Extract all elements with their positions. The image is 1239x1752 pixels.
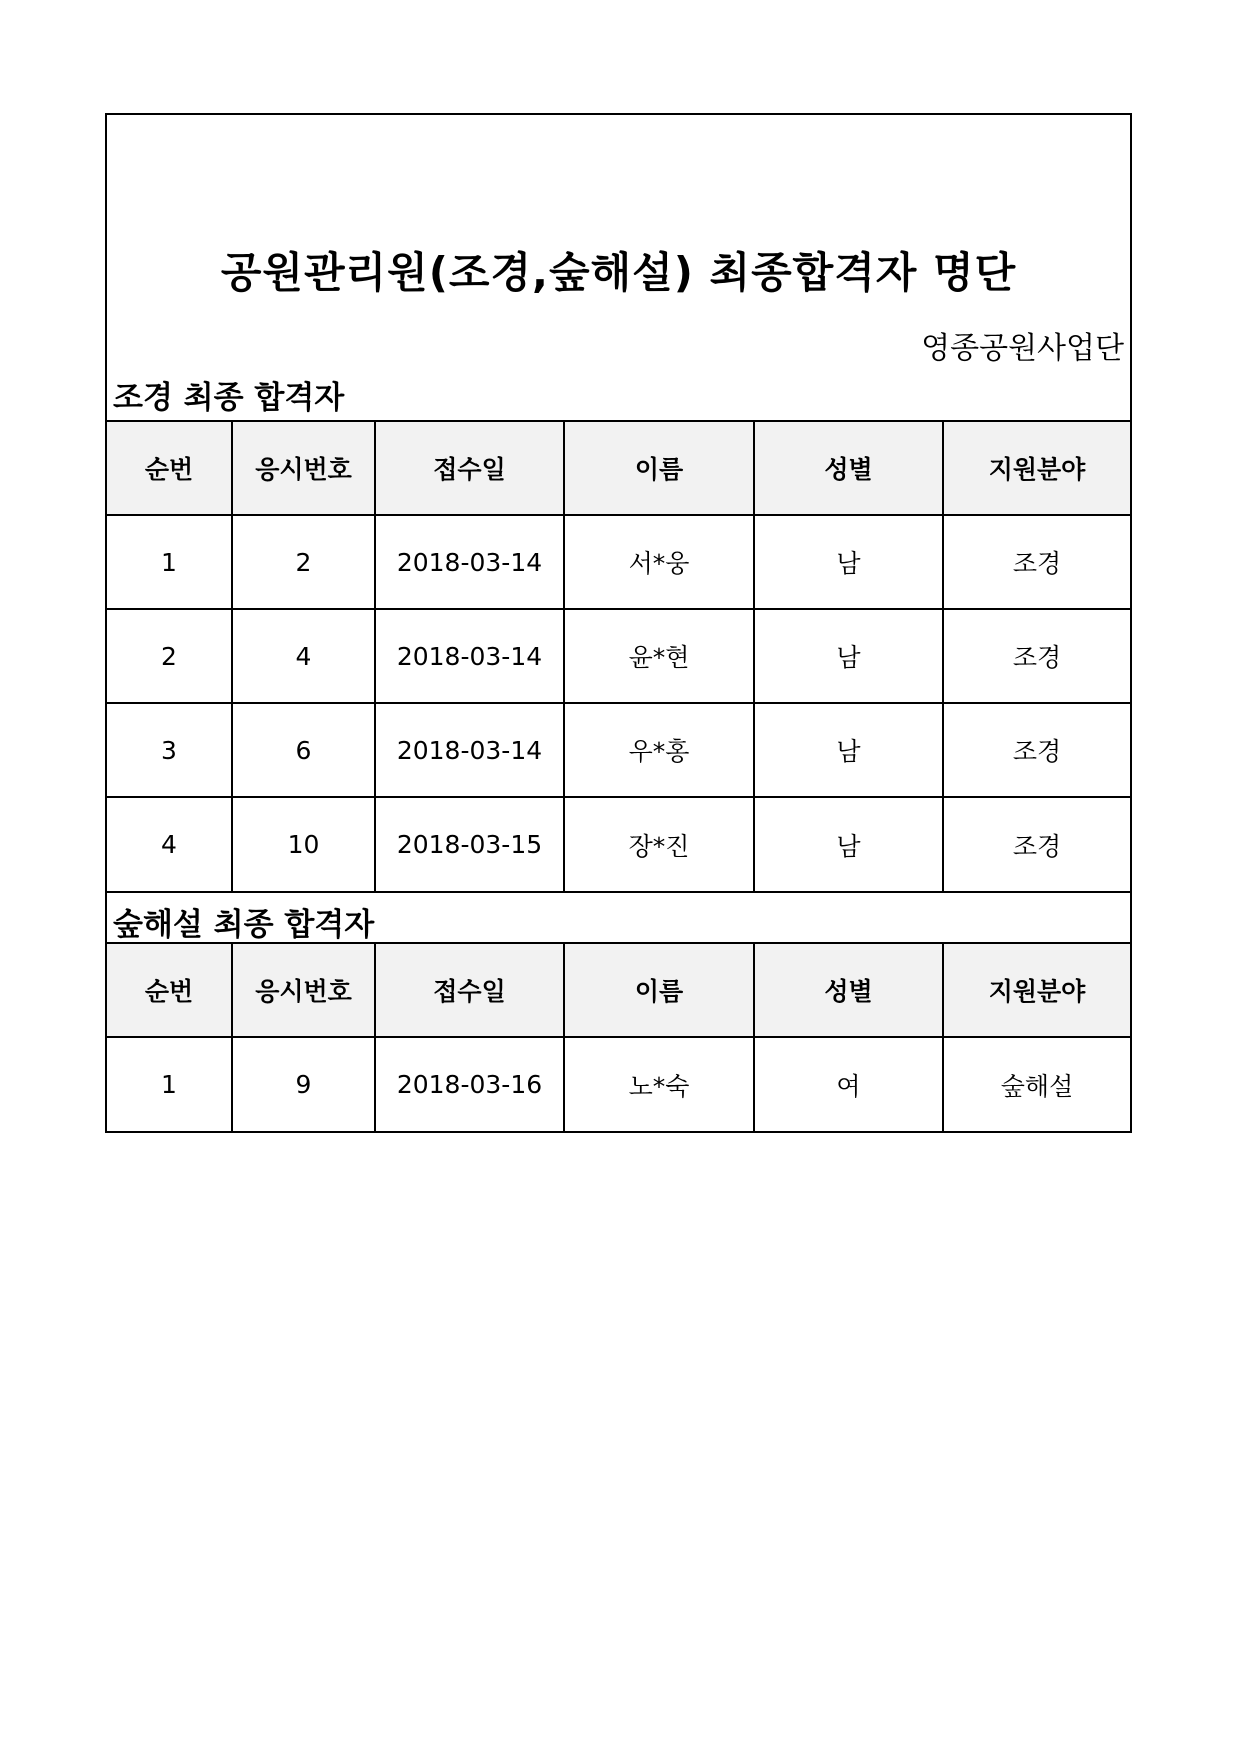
cell-gender: 여 <box>754 1037 943 1131</box>
cell-date: 2018-03-15 <box>375 797 564 891</box>
cell-date: 2018-03-14 <box>375 515 564 609</box>
cell-exam-number: 10 <box>232 797 375 891</box>
column-header-date: 접수일 <box>375 943 564 1037</box>
column-header-name: 이름 <box>564 421 754 515</box>
cell-exam-number: 2 <box>232 515 375 609</box>
cell-seq: 4 <box>107 797 232 891</box>
organization-name: 영종공원사업단 <box>921 331 1124 366</box>
cell-date: 2018-03-16 <box>375 1037 564 1131</box>
cell-gender: 남 <box>754 797 943 891</box>
column-header-seq: 순번 <box>107 421 232 515</box>
column-header-gender: 성별 <box>754 421 943 515</box>
cell-field: 조경 <box>943 609 1130 703</box>
cell-seq: 1 <box>107 1037 232 1131</box>
cell-seq: 2 <box>107 609 232 703</box>
cell-field: 조경 <box>943 515 1130 609</box>
cell-exam-number: 9 <box>232 1037 375 1131</box>
cell-seq: 1 <box>107 515 232 609</box>
section-bar-forest <box>107 891 1130 942</box>
column-header-name: 이름 <box>564 943 754 1037</box>
cell-date: 2018-03-14 <box>375 609 564 703</box>
table-row <box>107 797 1130 891</box>
cell-field: 숲해설 <box>943 1037 1130 1131</box>
table-row <box>107 609 1130 703</box>
cell-gender: 남 <box>754 703 943 797</box>
cell-name: 서*웅 <box>564 515 754 609</box>
cell-exam-number: 4 <box>232 609 375 703</box>
table-header-row <box>107 943 1130 1037</box>
cell-exam-number: 6 <box>232 703 375 797</box>
table-row <box>107 515 1130 609</box>
column-header-seq: 순번 <box>107 943 232 1037</box>
table-header-row <box>107 421 1130 515</box>
result-sheet <box>105 113 1132 1133</box>
cell-gender: 남 <box>754 609 943 703</box>
cell-field: 조경 <box>943 703 1130 797</box>
document-title: 공원관리원(조경,숲해설) 최종합격자 명단 <box>220 248 1017 297</box>
column-header-field: 지원분야 <box>943 943 1130 1037</box>
cell-gender: 남 <box>754 515 943 609</box>
cell-date: 2018-03-14 <box>375 703 564 797</box>
cell-name: 우*홍 <box>564 703 754 797</box>
cell-name: 노*숙 <box>564 1037 754 1131</box>
column-header-field: 지원분야 <box>943 421 1130 515</box>
section-heading-landscape: 조경 최종 합격자 <box>113 380 345 416</box>
table-row <box>107 703 1130 797</box>
column-header-exam-number: 응시번호 <box>232 421 375 515</box>
landscape-table <box>107 420 1130 891</box>
forest-table <box>107 942 1130 1131</box>
title-area <box>107 115 1130 420</box>
column-header-date: 접수일 <box>375 421 564 515</box>
table-row <box>107 1037 1130 1131</box>
column-header-exam-number: 응시번호 <box>232 943 375 1037</box>
cell-name: 윤*현 <box>564 609 754 703</box>
section-heading-forest: 숲해설 최종 합격자 <box>113 907 375 943</box>
cell-seq: 3 <box>107 703 232 797</box>
column-header-gender: 성별 <box>754 943 943 1037</box>
cell-field: 조경 <box>943 797 1130 891</box>
cell-name: 장*진 <box>564 797 754 891</box>
